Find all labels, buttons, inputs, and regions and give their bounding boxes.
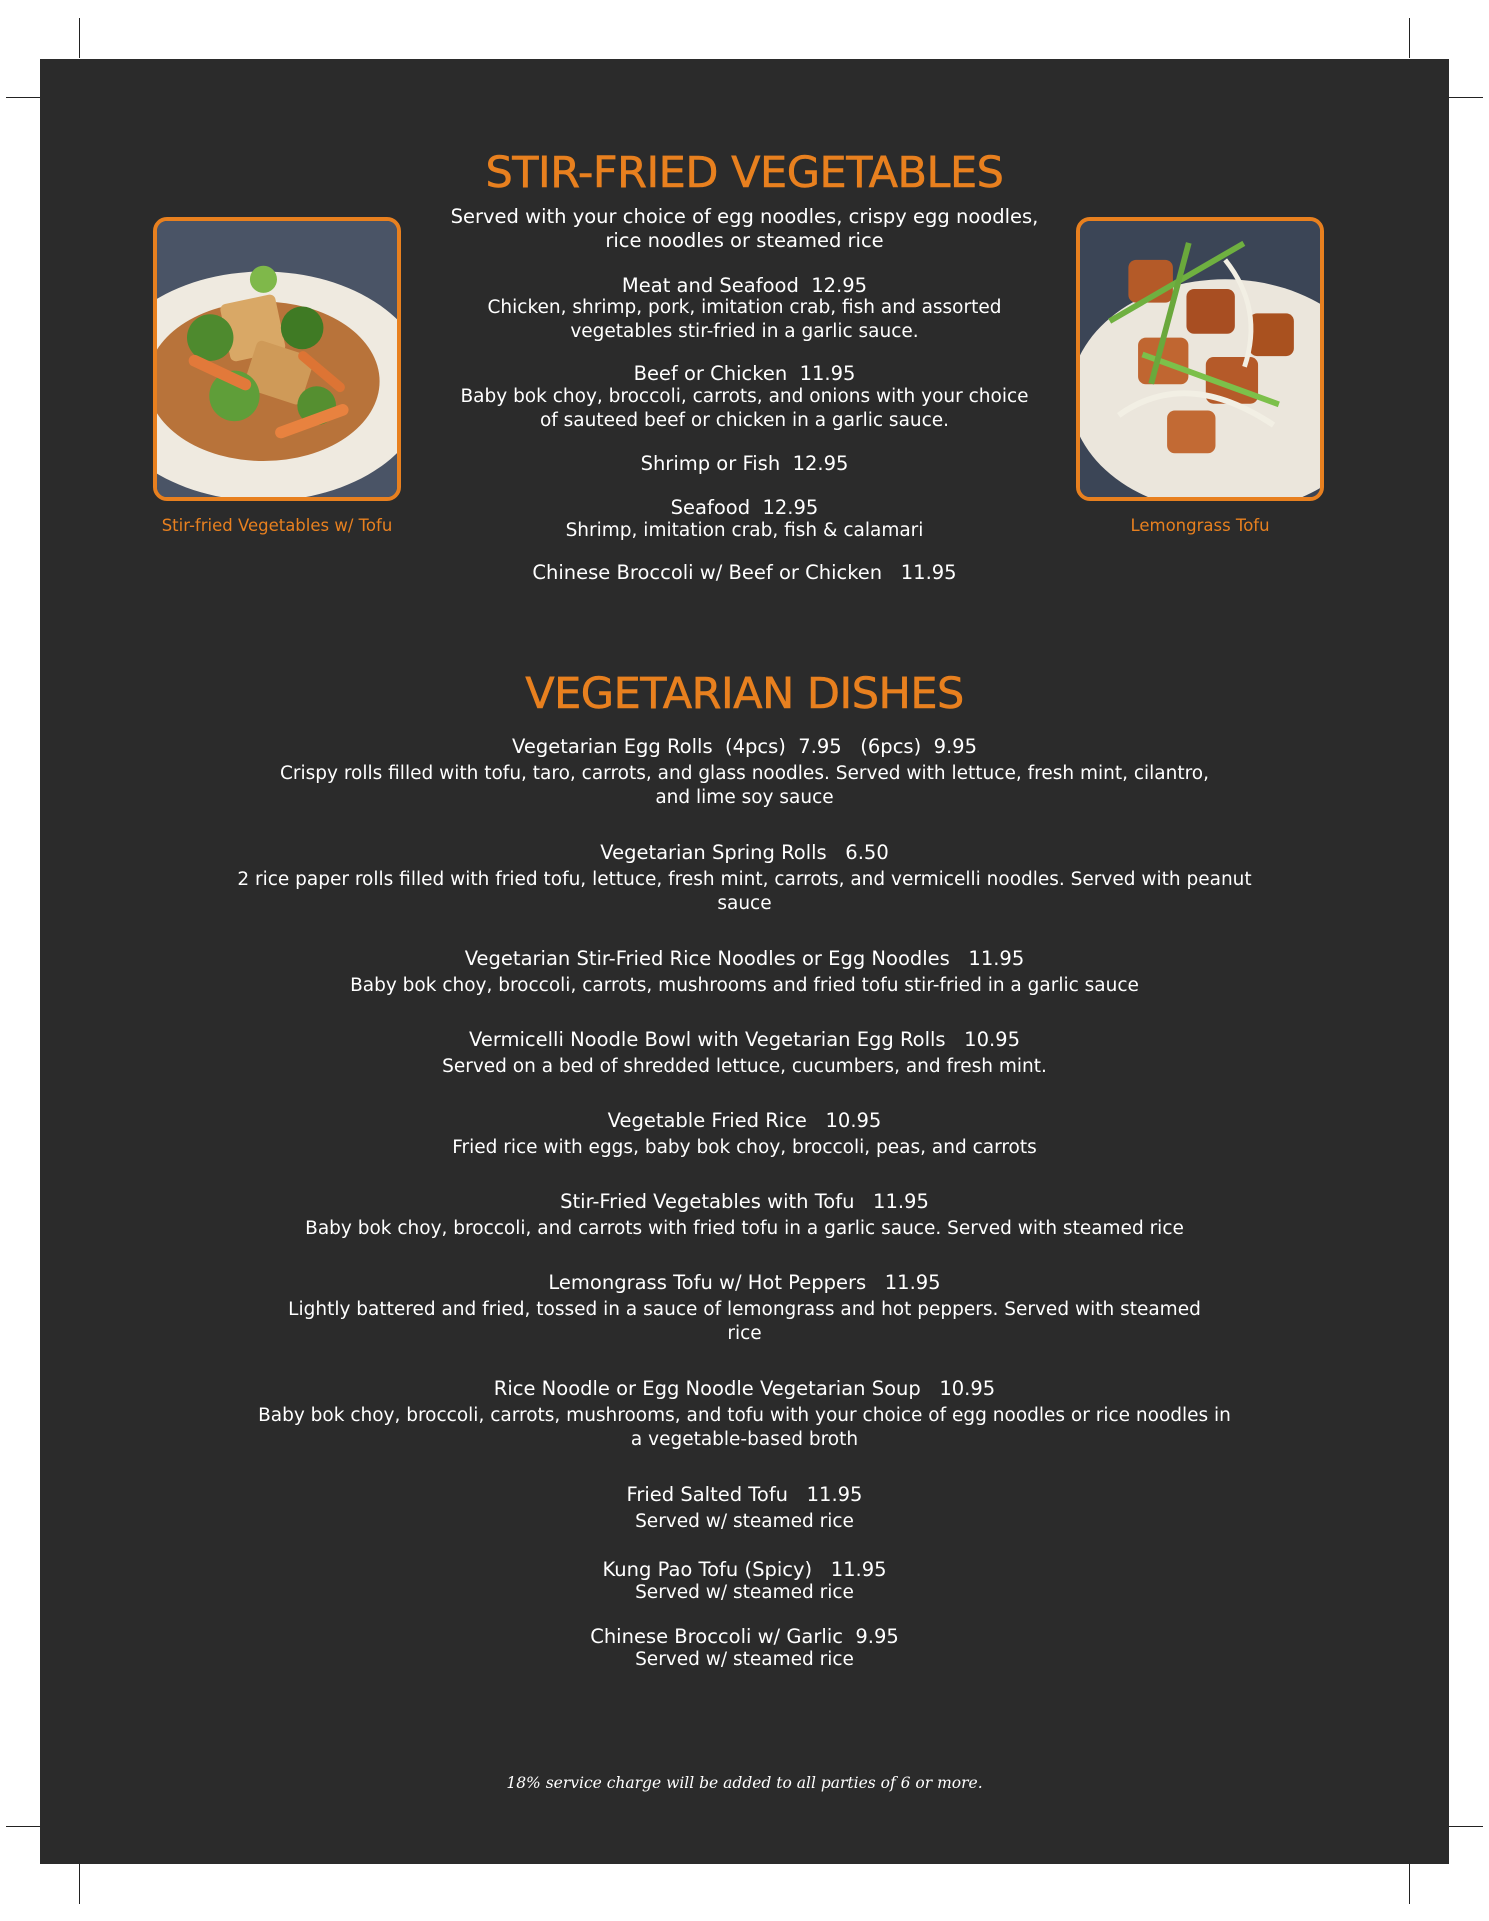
lemongrass-tofu-photo [1076,217,1324,501]
menu-item-desc: Served w/ steamed rice [635,1582,854,1603]
photo-caption-left: Stir-fried Vegetables w/ Tofu [161,516,393,535]
menu-item-name: Vegetable Fried Rice 10.95 [607,1109,882,1132]
menu-item-name: Seafood 12.95 [670,496,819,519]
menu-item-name: Shrimp or Fish 12.95 [640,452,849,475]
menu-page [40,59,1449,1864]
menu-item-name: Kung Pao Tofu (Spicy) 11.95 [602,1558,887,1581]
menu-item-name: Meat and Seafood 12.95 [621,274,868,297]
menu-item-desc: Baby bok choy, broccoli, carrots, and onions with your choice of sauteed beef or chicken in a garlic sauce. [460,386,1029,431]
menu-item-name: Lemongrass Tofu w/ Hot Peppers 11.95 [548,1271,941,1294]
menu-item-name: Rice Noodle or Egg Noodle Vegetarian Soup 10.95 [493,1377,996,1400]
crop-mark [6,97,40,98]
crop-mark [1409,1864,1410,1904]
menu-item-desc: Baby bok choy, broccoli, carrots, mushrooms, and tofu with your choice of egg noodles or rice noodles in a vegetable-based broth [258,1405,1231,1450]
menu-item-name: Vegetarian Stir-Fried Rice Noodles or Egg Noodles 11.95 [464,947,1025,970]
menu-item-desc: Served on a bed of shredded lettuce, cucumbers, and fresh mint. [442,1056,1047,1077]
menu-item-desc: Served w/ steamed rice [635,1511,854,1532]
menu-item-desc: Baby bok choy, broccoli, carrots, mushrooms and fried tofu stir-fried in a garlic sauce [350,975,1139,996]
menu-item-desc: Lightly battered and fried, tossed in a sauce of lemongrass and hot peppers. Served with steamed rice [288,1299,1201,1344]
menu-item-desc: Chicken, shrimp, pork, imitation crab, fish and assorted vegetables stir-fried in a garlic sauce. [487,297,1002,342]
section-title-stir-fried: STIR-FRIED VEGETABLES [485,148,1004,198]
menu-item-name: Beef or Chicken 11.95 [633,362,856,385]
section-intro: Served with your choice of egg noodles, crispy egg noodles, rice noodles or steamed rice [450,205,1039,252]
crop-mark [1449,1826,1483,1827]
crop-mark [6,1826,40,1827]
section-title-vegetarian: VEGETARIAN DISHES [525,669,964,719]
menu-item-name: Vegetarian Egg Rolls (4pcs) 7.95 (6pcs) 9.95 [512,735,977,758]
menu-item-name: Vermicelli Noodle Bowl with Vegetarian Egg Rolls 10.95 [469,1028,1020,1051]
menu-item-name: Chinese Broccoli w/ Garlic 9.95 [590,1625,899,1648]
photo-caption-right: Lemongrass Tofu [1130,516,1270,535]
menu-item-name: Chinese Broccoli w/ Beef or Chicken 11.95 [532,561,957,584]
crop-mark [79,1864,80,1904]
menu-item-desc: 2 rice paper rolls filled with fried tofu, lettuce, fresh mint, carrots, and vermicelli noodles. Served with peanut sauce [237,869,1252,914]
menu-item-name: Fried Salted Tofu 11.95 [626,1483,863,1506]
menu-item-desc: Served w/ steamed rice [635,1649,854,1670]
crop-mark [1409,18,1410,58]
crop-mark [1449,97,1483,98]
menu-item-name: Stir-Fried Vegetables with Tofu 11.95 [560,1190,929,1213]
menu-item-desc: Baby bok choy, broccoli, and carrots with fried tofu in a garlic sauce. Served with steamed rice [305,1218,1184,1239]
service-charge-note: 18% service charge will be added to all parties of 6 or more. [506,1774,983,1792]
stir-fried-vegetables-photo [153,217,401,501]
menu-item-desc: Shrimp, imitation crab, fish & calamari [565,520,924,541]
menu-item-name: Vegetarian Spring Rolls 6.50 [600,841,889,864]
crop-mark [79,18,80,58]
menu-item-desc: Crispy rolls filled with tofu, taro, carrots, and glass noodles. Served with lettuce, fresh mint, cilantro, and lime soy sauce [279,763,1210,808]
menu-item-desc: Fried rice with eggs, baby bok choy, broccoli, peas, and carrots [452,1137,1037,1158]
